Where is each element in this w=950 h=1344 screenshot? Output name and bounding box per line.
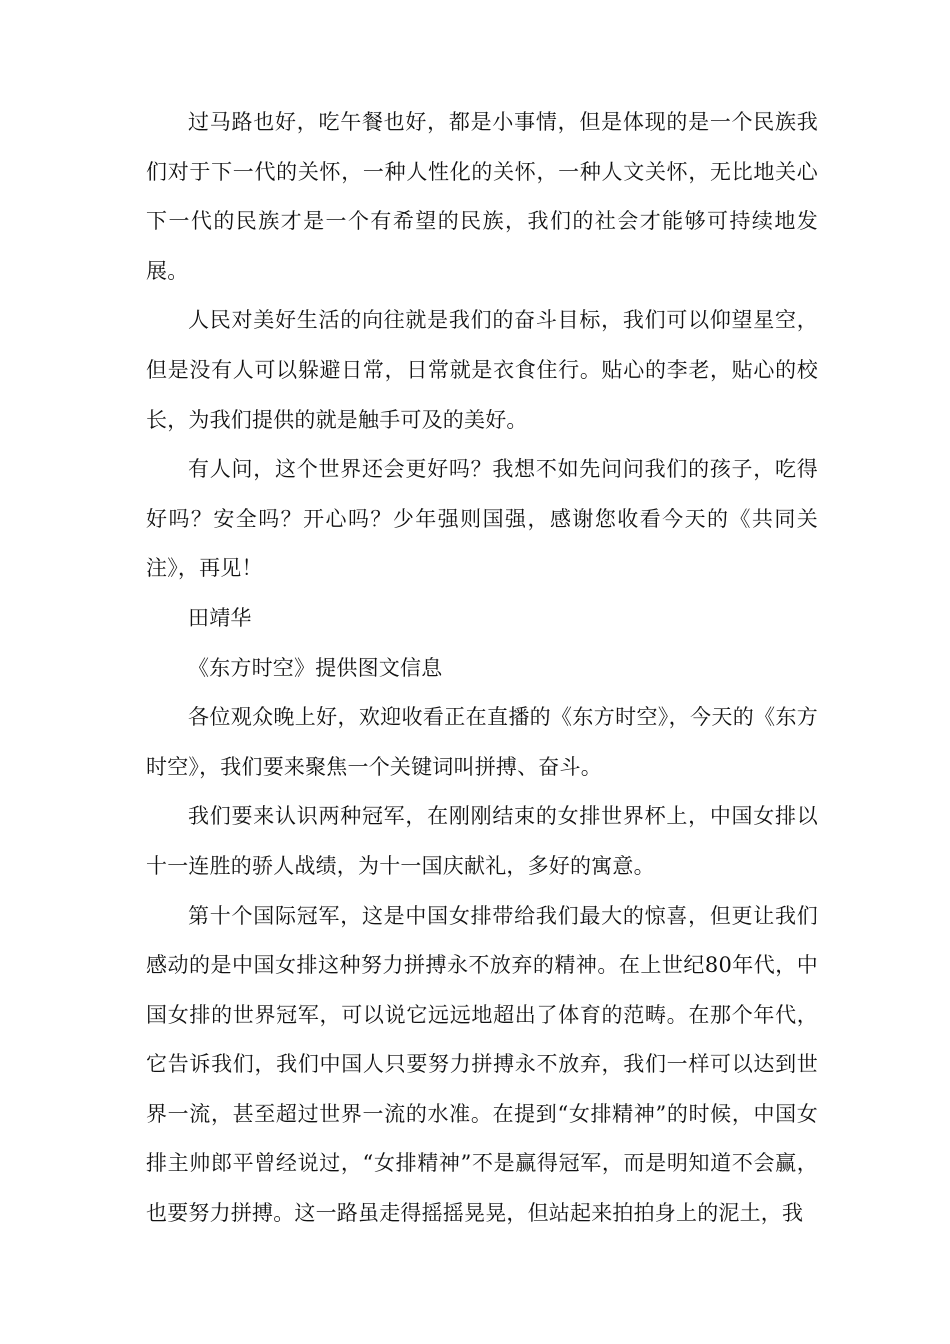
paragraph-better-life: 人民对美好生活的向往就是我们的奋斗目标，我们可以仰望星空，但是没有人可以躲避日常，日常就是衣食住行。贴心的李老，贴心的校长，为我们提供的就是触手可及的美好。 bbox=[146, 308, 818, 432]
author-name: 田靖华 bbox=[188, 605, 252, 630]
source-credit: 《东方时空》提供图文信息 bbox=[188, 655, 443, 680]
document-body bbox=[146, 98, 818, 1239]
paragraph-child-care: 过马路也好，吃午餐也好，都是小事情，但是体现的是一个民族我们对于下一代的关怀，一种人性化的关怀，一种人文关怀，无比地关心下一代的民族才是一个有希望的民族，我们的社会才能够可持续地发展。 bbox=[146, 110, 818, 283]
paragraph-closing-remarks: 有人问，这个世界还会更好吗？我想不如先问问我们的孩子，吃得好吗？安全吗？开心吗？少年强则国强，感谢您收看今天的《共同关注》，再见！ bbox=[146, 457, 818, 581]
paragraph-evening-greeting: 各位观众晚上好，欢迎收看正在直播的《东方时空》，今天的《东方时空》，我们要来聚焦一个关键词叫拼搏、奋斗。 bbox=[146, 705, 818, 779]
paragraph-two-champions: 我们要来认识两种冠军，在刚刚结束的女排世界杯上，中国女排以十一连胜的骄人战绩，为十一国庆献礼，多好的寓意。 bbox=[146, 804, 818, 878]
paragraph-volleyball-spirit: 第十个国际冠军，这是中国女排带给我们最大的惊喜，但更让我们感动的是中国女排这种努力拼搏永不放弃的精神。在上世纪80年代，中国女排的世界冠军，可以说它远远地超出了体育的范畴。在那个年代，它告诉我们，我们中国人只要努力拼搏永不放弃，我们一样可以达到世界一流，甚至超过世界一流的水准。在提到“女排精神”的时候，中国女排主帅郎平曾经说过，“女排精神”不是赢得冠军，而是明知道不会赢，也要努力拼搏。这一路虽走得摇摇晃晃，但站起来拍拍身上的泥土，我 bbox=[146, 903, 818, 1226]
